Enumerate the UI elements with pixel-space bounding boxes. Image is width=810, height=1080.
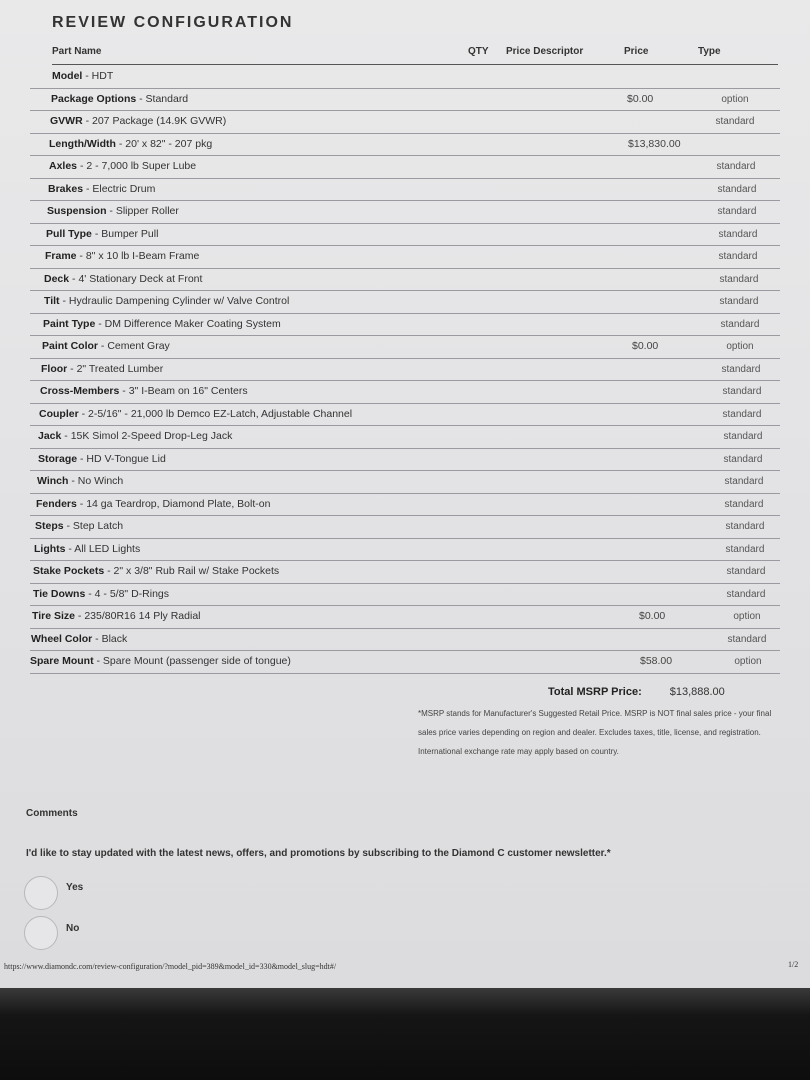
table-row: [30, 561, 780, 584]
table-row: [30, 426, 780, 449]
table-row: [30, 111, 780, 134]
part-price: $0.00: [627, 92, 654, 105]
part-name: Fenders: [36, 497, 77, 510]
part-detail: - Spare Mount (passenger side of tongue): [93, 655, 291, 667]
table-row: [30, 134, 780, 157]
part-type: option: [721, 93, 749, 105]
radio-no-label: No: [66, 923, 80, 934]
part-type: standard: [726, 588, 766, 600]
part-detail: - 207 Package (14.9K GVWR): [82, 115, 227, 127]
radio-no[interactable]: [24, 916, 58, 950]
msrp-disclaimer: *MSRP stands for Manufacturer's Suggested Retail Price. MSRP is NOT final sales price - your final sales price varies depending on region and dealer. Excludes taxes, title, license, and registration. International exchange rate may apply based on country.: [418, 709, 772, 756]
part-name: Package Options: [51, 92, 137, 105]
newsletter-question: I'd like to stay updated with the latest news, offers, and promotions by subscribing to the Diamond C customer newsletter.*: [26, 848, 611, 859]
part-detail: - Cement Gray: [98, 340, 170, 352]
part-detail: - 8" x 10 lb I-Beam Frame: [76, 250, 200, 262]
part-detail: - 2-5/16" - 21,000 lb Demco EZ-Latch, Adjustable Channel: [78, 407, 353, 420]
part-detail: - HDT: [82, 70, 114, 82]
table-row: [30, 404, 780, 427]
table-row: [30, 246, 780, 269]
footer-url: https://www.diamondc.com/review-configuration/?model_pid=389&model_id=330&model_slug=hdt#/: [4, 962, 337, 971]
part-description: [49, 134, 212, 155]
part-type: option: [733, 611, 761, 622]
part-description: [34, 539, 140, 560]
part-description: [52, 66, 113, 87]
radio-yes[interactable]: [24, 876, 58, 910]
table-row: [30, 156, 780, 179]
part-name: Spare Mount: [30, 655, 94, 667]
part-name: Paint Color: [42, 340, 99, 352]
part-type: standard: [719, 296, 759, 307]
part-name: Tilt: [44, 295, 60, 307]
part-description: [31, 629, 127, 650]
part-description: [44, 269, 202, 290]
part-description: [47, 201, 179, 222]
table-row: [30, 516, 780, 539]
part-type: standard: [725, 543, 765, 555]
part-description: [33, 561, 279, 582]
part-detail: - 20' x 82" - 207 pkg: [115, 137, 213, 150]
part-type: option: [734, 656, 762, 667]
part-detail: - DM Difference Maker Coating System: [95, 317, 281, 330]
part-name: Tie Downs: [33, 587, 86, 600]
part-detail: - 2" x 3/8" Rub Rail w/ Stake Pockets: [104, 565, 280, 577]
table-row: [30, 651, 780, 674]
part-type: standard: [725, 521, 765, 532]
part-type: standard: [717, 206, 757, 217]
table-row: [30, 494, 780, 517]
part-description: [38, 449, 166, 470]
part-type: standard: [716, 161, 756, 172]
part-name: Frame: [45, 250, 77, 262]
part-type: standard: [718, 251, 758, 262]
part-type: standard: [718, 228, 758, 240]
col-price-descriptor: Price Descriptor: [506, 46, 584, 57]
page-number: 1/2: [788, 960, 799, 969]
part-name: Steps: [35, 520, 64, 532]
part-detail: - Electric Drum: [83, 182, 156, 195]
part-detail: - Step Latch: [63, 520, 124, 532]
part-type: standard: [719, 273, 759, 285]
part-description: [41, 359, 163, 380]
col-qty: QTY: [468, 46, 489, 57]
part-detail: - No Winch: [68, 475, 124, 487]
part-detail: - Standard: [136, 92, 189, 105]
radio-yes-label: Yes: [66, 882, 84, 893]
table-row: [30, 539, 780, 562]
part-description: [33, 584, 169, 605]
col-type: Type: [698, 46, 721, 57]
part-type: standard: [722, 408, 762, 420]
part-name: Lights: [34, 542, 66, 555]
part-name: GVWR: [50, 115, 83, 127]
part-description: [30, 651, 291, 672]
table-row: [30, 359, 780, 382]
table-row: [30, 291, 780, 314]
part-description: [36, 494, 270, 515]
part-name: Tire Size: [32, 610, 75, 622]
part-description: [39, 404, 352, 425]
part-type: standard: [717, 183, 757, 195]
part-description: [42, 336, 170, 357]
part-price: $13,830.00: [628, 137, 681, 150]
part-name: Winch: [37, 475, 69, 487]
part-description: [49, 156, 196, 177]
part-description: [45, 246, 199, 267]
part-description: [35, 516, 123, 537]
table-row: [30, 629, 780, 652]
part-description: [48, 179, 155, 200]
part-description: [44, 291, 289, 312]
part-name: Coupler: [39, 407, 79, 420]
table-row: [30, 89, 780, 112]
part-detail: - Bumper Pull: [91, 227, 159, 240]
table-row: [30, 471, 780, 494]
part-name: Cross-Members: [40, 385, 120, 397]
part-detail: - Slipper Roller: [106, 205, 179, 217]
part-detail: - All LED Lights: [65, 542, 141, 555]
part-type: standard: [720, 318, 760, 330]
part-description: [40, 381, 248, 402]
part-type: standard: [721, 363, 761, 375]
part-detail: - Black: [92, 632, 128, 645]
part-name: Deck: [44, 272, 70, 285]
part-detail: - 4 - 5/8" D-Rings: [85, 587, 169, 600]
part-name: Brakes: [48, 182, 84, 195]
total-msrp: [548, 686, 725, 698]
part-description: [46, 224, 158, 245]
table-row: [30, 314, 780, 337]
table-row: [30, 449, 780, 472]
table-header: [52, 46, 778, 65]
part-detail: - HD V-Tongue Lid: [77, 452, 166, 465]
part-price: $58.00: [640, 655, 673, 667]
part-name: Jack: [38, 430, 62, 442]
part-description: [32, 606, 201, 627]
part-detail: - Hydraulic Dampening Cylinder w/ Valve Control: [59, 295, 290, 307]
part-description: [50, 111, 226, 132]
part-name: Storage: [38, 452, 78, 465]
col-part-name: Part Name: [52, 46, 102, 57]
part-price: $0.00: [639, 610, 666, 622]
col-price: Price: [624, 46, 649, 57]
table-row: [30, 66, 780, 89]
table-row: [30, 269, 780, 292]
part-type: standard: [723, 431, 763, 442]
page-title: REVIEW CONFIGURATION: [52, 14, 294, 31]
part-name: Floor: [41, 362, 68, 375]
table-row: [30, 336, 780, 359]
part-type: standard: [723, 453, 763, 465]
part-description: [43, 314, 281, 335]
part-type: standard: [727, 633, 767, 645]
part-type: standard: [726, 566, 766, 577]
table-row: [30, 381, 780, 404]
part-name: Pull Type: [46, 227, 92, 240]
part-name: Model: [52, 70, 83, 82]
part-name: Wheel Color: [31, 632, 93, 645]
part-name: Length/Width: [49, 137, 116, 150]
comments-label: Comments: [26, 808, 78, 819]
table-row: [30, 606, 780, 629]
part-type: option: [726, 341, 754, 352]
configuration-table: [30, 66, 780, 674]
part-detail: - 14 ga Teardrop, Diamond Plate, Bolt-on: [76, 497, 271, 510]
part-type: standard: [724, 498, 764, 510]
total-value: $13,888.00: [669, 686, 725, 698]
table-row: [30, 584, 780, 607]
part-type: standard: [722, 386, 762, 397]
table-row: [30, 224, 780, 247]
total-label: Total MSRP Price:: [548, 686, 642, 698]
table-row: [30, 201, 780, 224]
part-type: standard: [724, 476, 764, 487]
part-name: Axles: [49, 160, 78, 172]
part-detail: - 235/80R16 14 Ply Radial: [75, 610, 201, 622]
part-detail: - 15K Simol 2-Speed Drop-Leg Jack: [61, 430, 233, 442]
part-name: Stake Pockets: [33, 565, 105, 577]
part-name: Paint Type: [43, 317, 96, 330]
part-name: Suspension: [47, 205, 107, 217]
part-detail: - 2 - 7,000 lb Super Lube: [77, 160, 197, 172]
part-description: [37, 471, 123, 492]
part-detail: - 3" I-Beam on 16" Centers: [119, 385, 248, 397]
table-row: [30, 179, 780, 202]
photo-background: [0, 988, 810, 1080]
part-price: $0.00: [632, 340, 659, 352]
part-description: [51, 89, 188, 110]
part-type: standard: [715, 116, 755, 127]
part-description: [38, 426, 232, 447]
part-detail: - 2" Treated Lumber: [67, 362, 164, 375]
part-detail: - 4' Stationary Deck at Front: [69, 272, 203, 285]
